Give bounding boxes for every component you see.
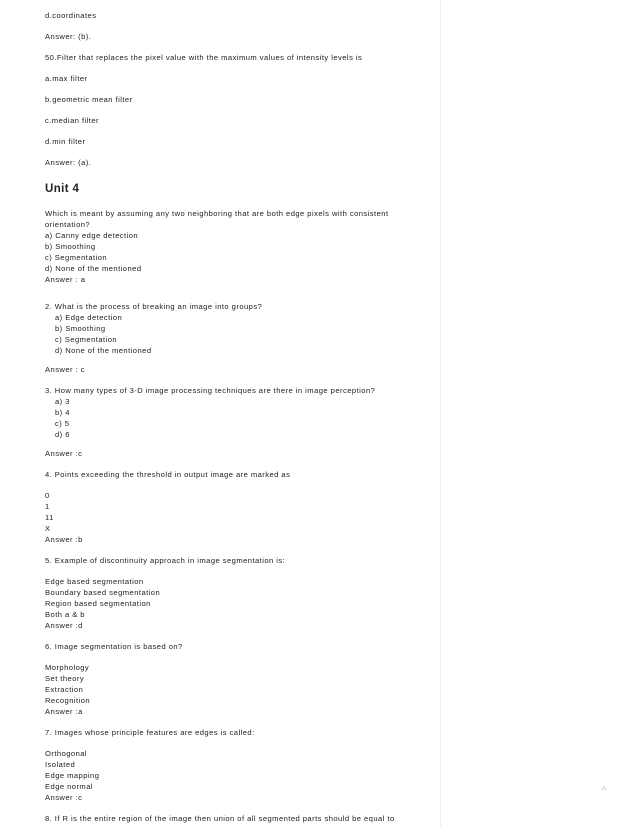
answer: Answer :c [45,449,83,458]
option: Recognition [45,696,91,705]
question-block-4 [45,490,430,545]
question-text-8: 8. If R is the entire region of the image then union of all segmented parts should be equal to [45,814,395,823]
question-text-4: 4. Points exceeding the threshold in output image are marked as [45,470,291,479]
q50-option-d: d.min filter [45,137,86,146]
option: Region based segmentation [45,599,151,608]
q50-option-b: b.geometric mean filter [45,95,133,104]
question-block-6 [45,662,430,717]
option: a) 3 [55,397,70,406]
option: d) None of the mentioned [55,346,152,355]
unit-heading: Unit 4 [45,183,80,195]
option: b) 4 [55,408,70,417]
option: Edge normal [45,782,94,791]
chevron-up-icon[interactable]: ^ [601,786,607,797]
option: Edge mapping [45,771,100,780]
q50-option-c: c.median filter [45,116,100,125]
option: b) Smoothing [45,242,96,251]
option: Edge based segmentation [45,577,144,586]
question-text: 2. What is the process of breaking an image into groups? [45,302,263,311]
option: d) 6 [55,430,70,439]
question-block-7 [45,748,430,803]
q50-option-a: a.max filter [45,74,88,83]
question-block-3 [45,385,430,440]
q50-answer: Answer: (a). [45,158,92,167]
option: Isolated [45,760,76,769]
answer: Answer : c [45,365,85,374]
answer: Answer :b [45,535,83,544]
column-divider [440,0,441,826]
option-d-coordinates: d.coordinates [45,11,97,20]
answer: Answer :c [45,793,83,802]
option: Extraction [45,685,84,694]
question-text-6: 6. Image segmentation is based on? [45,642,183,651]
option: a) Edge detection [55,313,123,322]
option: Both a & b [45,610,85,619]
option: 0 [45,491,50,500]
answer: Answer : a [45,275,86,284]
question-text-5: 5. Example of discontinuity approach in image segmentation is: [45,556,286,565]
question-block-5 [45,576,430,631]
question-text-7: 7. Images whose principle features are edges is called: [45,728,255,737]
option: d) None of the mentioned [45,264,142,273]
option: b) Smoothing [55,324,106,333]
document-content [45,10,430,834]
option: 1 [45,502,50,511]
answer: Answer :d [45,621,83,630]
question-text: 3. How many types of 3-D image processing techniques are there in image perception? [45,386,376,395]
option: X [45,524,51,533]
question-text: Which is meant by assuming any two neighboring that are both edge pixels with consistent orientation? [45,209,389,229]
answer-49: Answer: (b). [45,32,92,41]
answer: Answer :a [45,707,83,716]
option: 11 [45,513,54,522]
option: c) Segmentation [55,335,118,344]
option: Orthogonal [45,749,88,758]
q50-question: 50.Filter that replaces the pixel value with the maximum values of intensity levels is [45,53,363,62]
question-block-2 [45,301,430,356]
option: c) 5 [55,419,70,428]
option: Set theory [45,674,85,683]
option: Morphology [45,663,90,672]
option: Boundary based segmentation [45,588,161,597]
option: a) Canny edge detection [45,231,139,240]
option: c) Segmentation [45,253,108,262]
question-block-1 [45,208,430,285]
